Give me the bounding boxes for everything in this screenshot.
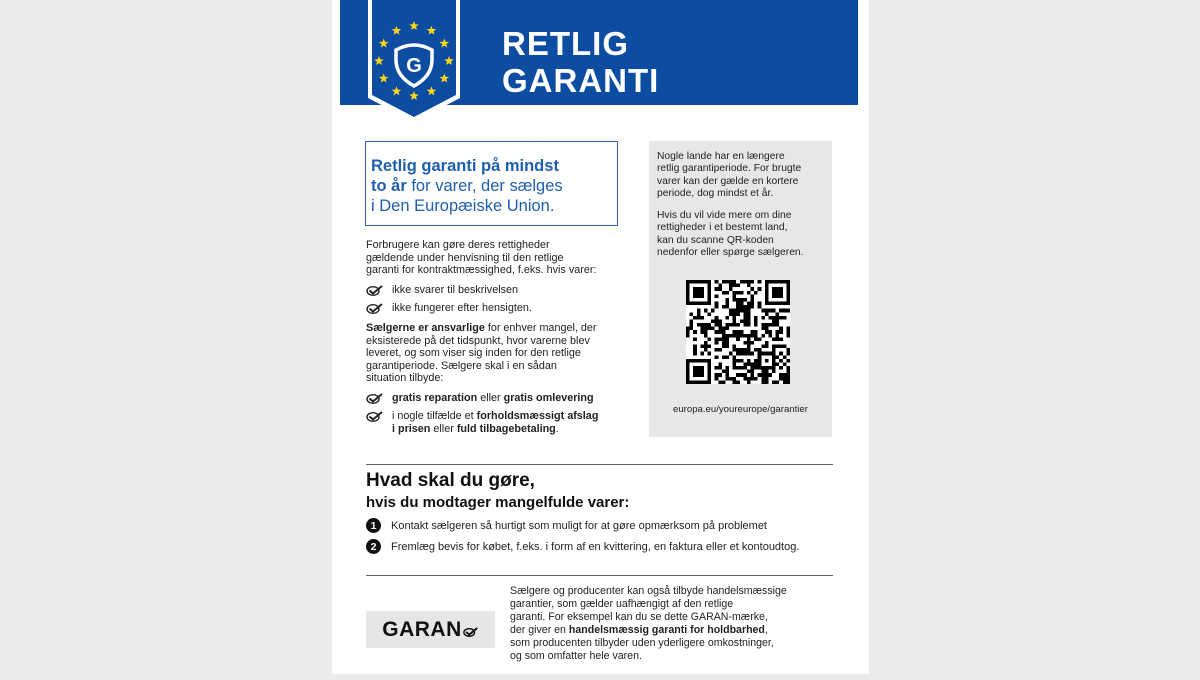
checkmark-icon: [463, 626, 479, 638]
checkmark-icon: [366, 411, 384, 422]
step-item: [366, 518, 767, 533]
steps-subheading: hvis du modtager mangelfulde varer:: [366, 494, 630, 511]
sellers-rest: for enhver mangel, der: [484, 322, 597, 334]
list-item-text: ikke fungerer efter hensigten.: [392, 302, 532, 314]
intro-line: gældende under henvisning til den retlige: [366, 251, 564, 264]
divider: [366, 575, 833, 576]
step-number-badge: 2: [366, 539, 381, 554]
eu-shield-emblem: [368, 0, 460, 125]
sellers-line: eksisterede på det tidspunkt, hvor varerne blev: [366, 334, 590, 347]
intro-line: Forbrugere kan gøre deres rettigheder: [366, 239, 550, 251]
list-item-text: gratis reparation eller gratis omlevering: [392, 392, 594, 404]
checkmark-icon: [366, 285, 384, 296]
commercial-guarantee-text: Sælgere og producenter kan også tilbyde handelsmæssige garantier, som gælder uafhængigt af den retlige garanti. For eksempel kan du se dette GARAN-mærke, der giver en handelsmæssig garanti for holdbarhed, som producenten tilbyder uden yderligere omkostninger, og som omfatter hele varen.: [510, 585, 787, 662]
checkmark-icon: [366, 393, 384, 404]
europa-link[interactable]: europa.eu/youreurope/garantier: [673, 404, 808, 415]
title-line-2: GARANTI: [502, 62, 660, 99]
page-title: [502, 25, 659, 99]
guarantee-leaflet: [332, 0, 869, 674]
sellers-line: leveret, og som viser sig inden for den retlige: [366, 347, 581, 360]
info-sidebar: [649, 141, 832, 437]
divider: [366, 464, 833, 465]
list-item: [366, 284, 518, 297]
title-line-1: RETLIG: [502, 25, 629, 62]
qr-code[interactable]: [686, 280, 790, 384]
garan-logo: GARAN: [366, 611, 495, 648]
step-number-badge: 1: [366, 518, 381, 533]
intro-paragraph: [366, 239, 596, 277]
steps-heading: Hvad skal du gøre,: [366, 470, 535, 491]
sellers-paragraph: [366, 322, 596, 385]
sidebar-paragraph-2: Hvis du vil vide mere om dine rettigheder i et bestemt land, kan du scanne QR-koden nedenfor eller spørge sælgeren.: [657, 210, 804, 259]
lead-bold-1: Retlig garanti på mindst: [371, 157, 559, 175]
list-item: [366, 302, 532, 315]
list-item-text: i nogle tilfælde et forholdsmæssigt afslag i prisen eller fuld tilbagebetaling.: [392, 410, 599, 435]
sellers-line: situation tilbyde:: [366, 372, 444, 385]
lead-bold-2: to år: [371, 177, 407, 195]
sellers-line: garantiperiode. Sælgere skal i en sådan: [366, 359, 557, 372]
lead-statement-box: [365, 141, 618, 226]
lead-line-3: i Den Europæiske Union.: [371, 197, 555, 215]
step-text: Fremlæg bevis for købet, f.eks. i form af en kvittering, en faktura eller et kontoudtog.: [391, 540, 800, 553]
lead-rest-2: for varer, der sælges: [406, 177, 563, 195]
list-item: [366, 392, 594, 405]
sellers-bold: Sælgerne er ansvarlige: [366, 322, 485, 334]
step-item: [366, 539, 799, 554]
step-text: Kontakt sælgeren så hurtigt som muligt for at gøre opmærksom på problemet: [391, 519, 767, 532]
emblem-letter: G: [406, 55, 422, 77]
intro-line: garanti for kontraktmæssighed, f.eks. hvis varer:: [366, 264, 597, 277]
list-item: [366, 410, 598, 435]
list-item-text: ikke svarer til beskrivelsen: [392, 284, 519, 296]
checkmark-icon: [366, 303, 384, 314]
sidebar-paragraph-1: Nogle lande har en længere retlig garantiperiode. For brugte varer kan der gælde en kortere periode, dog mindst et år.: [657, 151, 802, 200]
